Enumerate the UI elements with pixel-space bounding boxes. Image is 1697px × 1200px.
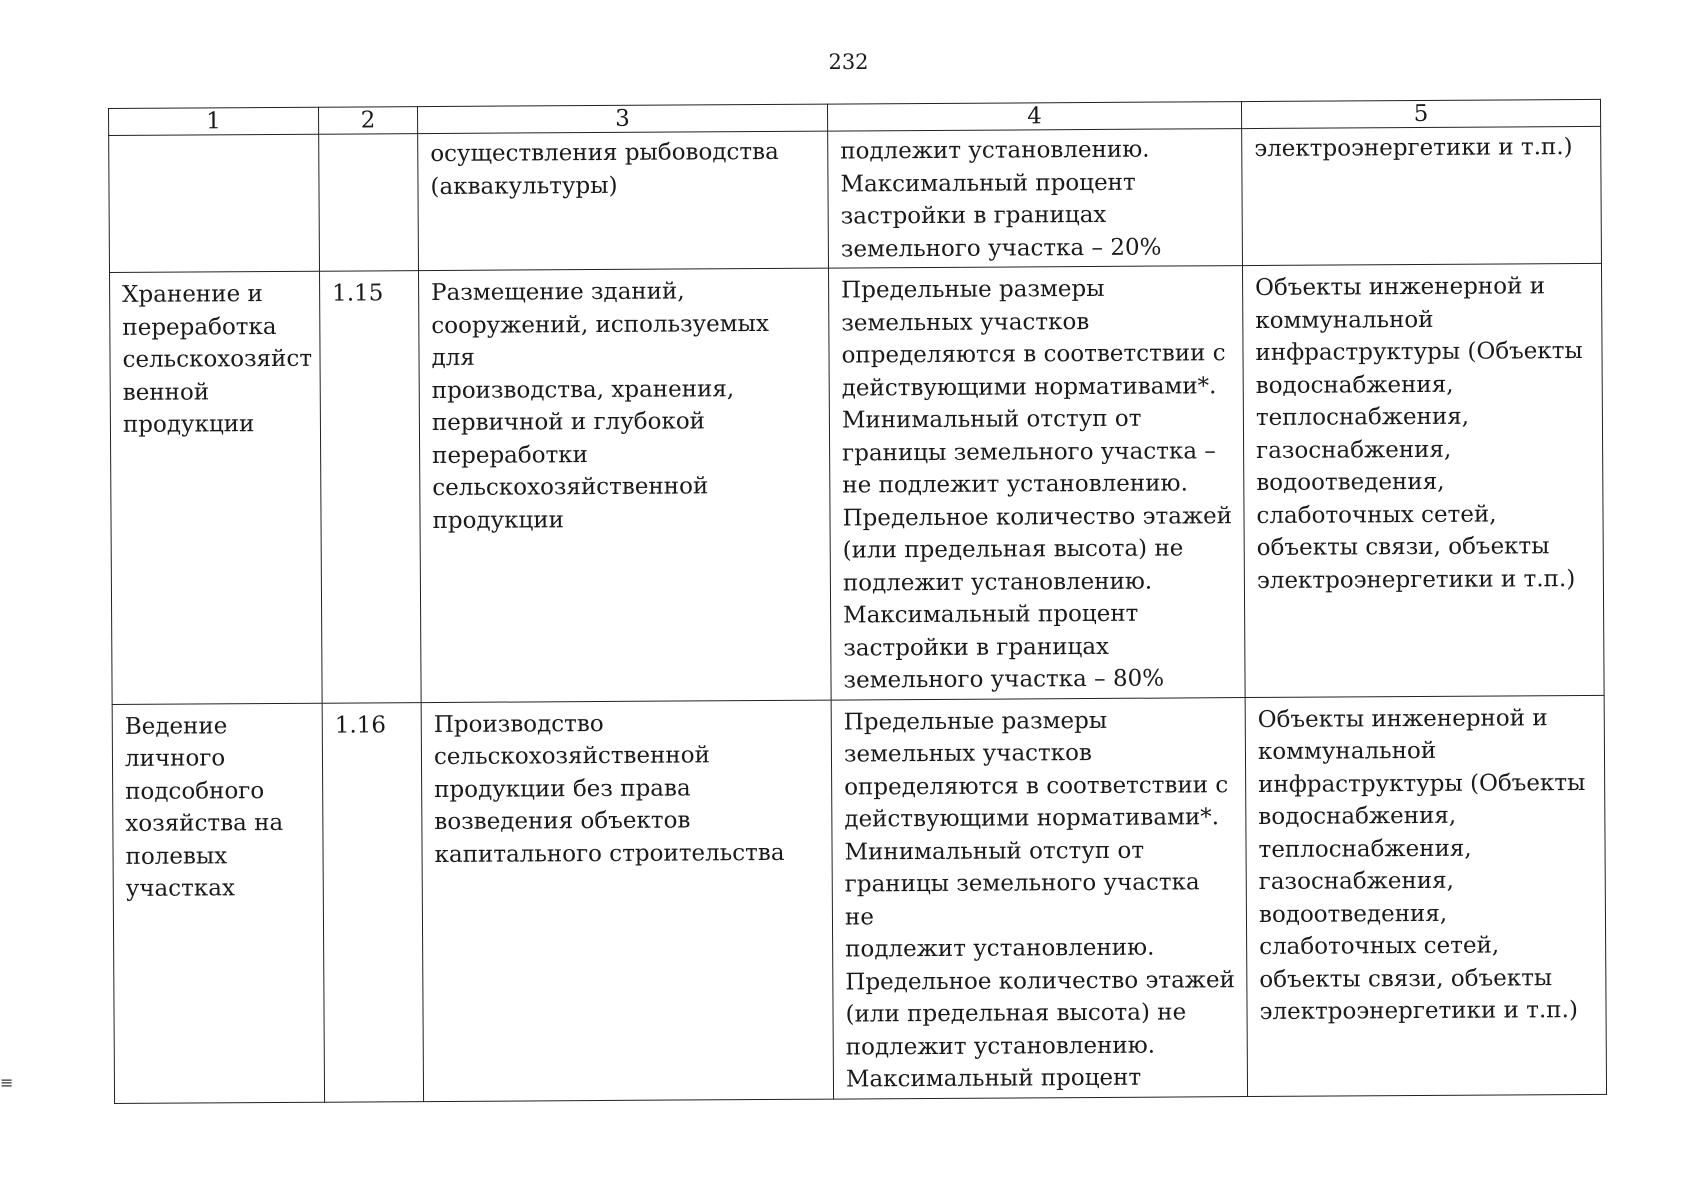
- margin-mark: ≡: [0, 1073, 14, 1092]
- land-use-table: [108, 99, 1607, 1104]
- column-header-2: 2: [318, 107, 417, 135]
- cell-description: Размещение зданий, сооружений, используемых для производства, хранения, первичной и глубокой переработки сельскохозяйственной продукции: [418, 268, 831, 702]
- cell-auxiliary-uses: Объекты инженерной и коммунальной инфраструктуры (Объекты водоснабжения, теплоснабжения, газоснабжения, водоотведения, слаботочных сетей, объекты связи, объекты электроэнергетики и т.п.): [1242, 263, 1604, 697]
- cell-land-use-name: [109, 134, 320, 272]
- cell-description: Производство сельскохозяйственной продукции без права возведения объектов капитального строительства: [421, 700, 833, 1101]
- cell-land-use-name: Хранение и переработка сельскохозяйст венной продукции: [110, 271, 323, 704]
- cell-land-use-name: Ведение личного подсобного хозяйства на полевых участках: [112, 703, 324, 1103]
- column-header-5: 5: [1241, 99, 1600, 128]
- table-row: [112, 695, 1606, 1103]
- cell-parameters: Предельные размеры земельных участков определяются в соответствии с действующими нормативами*. Минимальный отступ от границы земельного участка – не подлежит установлению. Предельное количество этажей (или предельная высота) не подлежит установлению. Максимальный процент застройки в границах земельного участка – 80%: [828, 266, 1245, 700]
- cell-code: 1.15: [320, 271, 422, 703]
- table-row: [109, 126, 1602, 272]
- cell-code: 1.16: [322, 702, 423, 1102]
- column-header-4: 4: [827, 102, 1241, 132]
- column-header-1: 1: [109, 107, 319, 135]
- cell-parameters: подлежит установлению. Максимальный процент застройки в границах земельного участка – 20%: [828, 129, 1243, 269]
- cell-code: [319, 134, 419, 272]
- cell-description: осуществления рыбоводства (аквакультуры): [418, 131, 829, 271]
- column-header-3: 3: [417, 104, 827, 134]
- cell-auxiliary-uses: электроэнергетики и т.п.): [1242, 126, 1602, 265]
- cell-auxiliary-uses: Объекты инженерной и коммунальной инфраструктуры (Объекты водоснабжения, теплоснабжения, газоснабжения, водоотведения, слаботочных сетей, объекты связи, объекты электроэнергетики и т.п.): [1245, 695, 1606, 1096]
- table-row: [110, 263, 1605, 704]
- page-number: 232: [828, 50, 869, 74]
- cell-parameters: Предельные размеры земельных участков определяются в соответствии с действующими нормативами*. Минимальный отступ от границы земельного участка не подлежит установлению. Предельное количество этажей (или предельная высота) не подлежит установлению. Максимальный процент: [831, 697, 1247, 1099]
